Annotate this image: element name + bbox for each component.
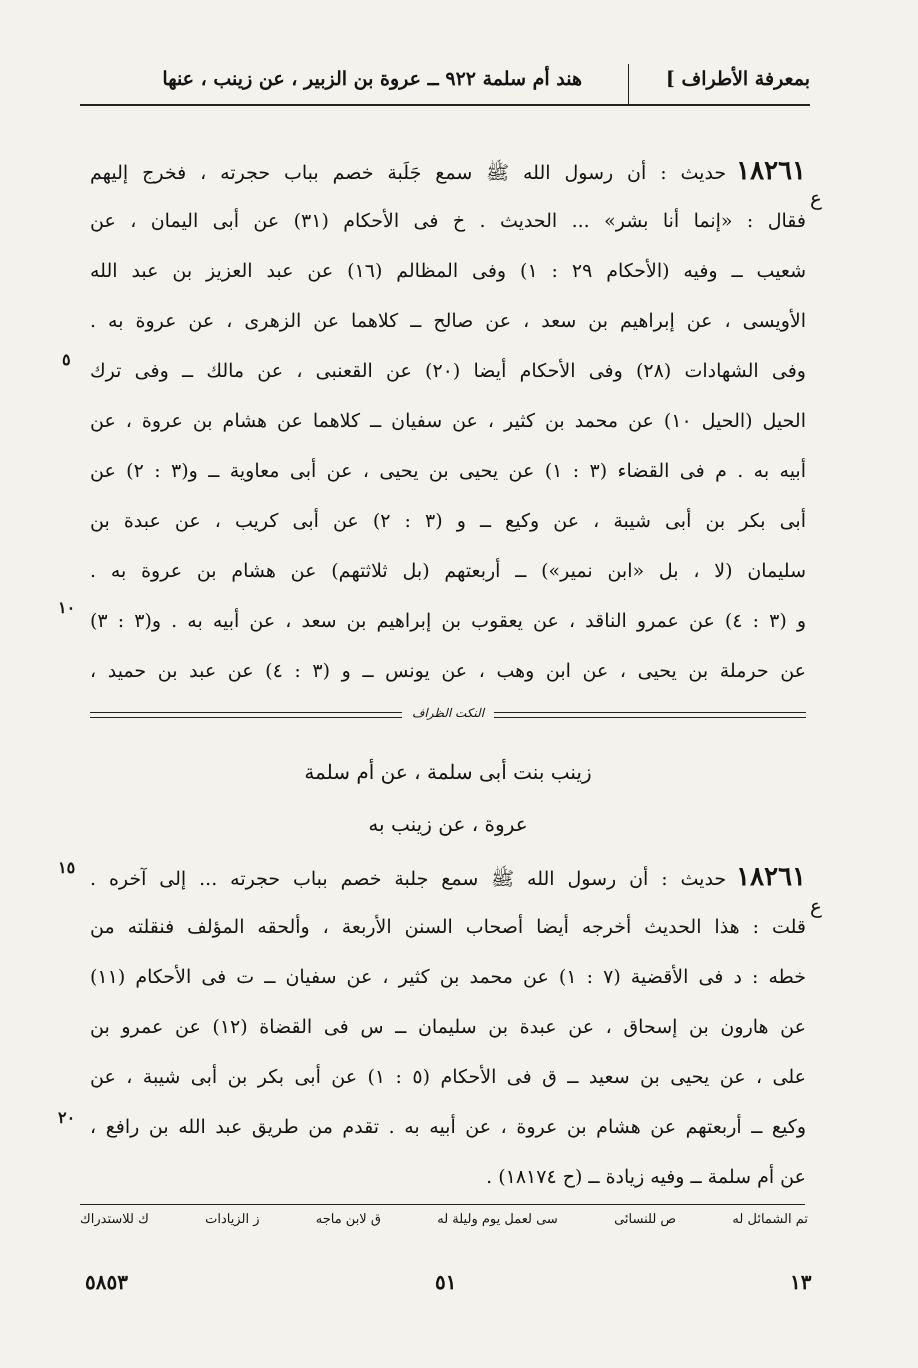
line-number-15: ١٥ (58, 858, 76, 877)
entry-line (90, 496, 806, 546)
hadith-entry-1 (90, 146, 806, 696)
line-text: أبيه به . م فى القضاء (٣ : ١) عن يحيى بن يحيى ، عن أبى معاوية ــ و(٣ : ٢) عن (90, 460, 806, 482)
line-text: خطه : د فى الأقضية (٧ : ١) عن محمد بن كثير ، عن سفيان ــ ت فى الأحكام (١١) (90, 966, 806, 988)
line-text: على ، عن يحيى بن سعيد ــ ق فى الأحكام (٥ : ١) عن أبى بكر بن أبى شيبة ، عن (90, 1066, 806, 1088)
line-text: حديث : أن رسول الله ﷺ سمع جَلَبة خصم بباب حجرته ، فخرج إليهم (90, 162, 727, 184)
entry1-source-marker: ع (810, 186, 822, 210)
entry-line (90, 1002, 806, 1052)
line-text: وكيع ــ أربعتهم عن هشام بن عروة ، عن أبيه به . تقدم من طريق عبد الله بن رافع ، (90, 1116, 806, 1138)
entry-line (90, 646, 806, 696)
separator-label: النكت الظراف (402, 706, 494, 720)
abbrev-item: ك للاستدراك (80, 1212, 149, 1227)
line-number-5: ٥ (62, 350, 71, 369)
line-text: عن هارون بن إسحاق ، عن عبدة بن سليمان ــ س فى القضاة (١٢) عن عمرو بن (90, 1016, 806, 1038)
line-text: الأويسى ، عن إبراهيم بن سعد ، عن صالح ــ كلاهما عن الزهرى ، عن عروة به . (90, 310, 806, 332)
line-text: حديث : أن رسول الله ﷺ سمع جلبة خصم بباب حجرته ... إلى آخره . (90, 868, 727, 890)
serial-number: ٥٨٥٣ (85, 1270, 128, 1294)
subheading-isnad: زينب بنت أبى سلمة ، عن أم سلمة (304, 760, 592, 784)
entry-line (90, 296, 806, 346)
abbrev-item: سى لعمل يوم وليلة له (437, 1212, 558, 1227)
entry-line (90, 546, 806, 596)
line-text: و (٣ : ٤) عن عمرو الناقد ، عن يعقوب بن إبراهيم بن سعد ، عن أبيه به . و(٣ : ٣) (90, 610, 806, 632)
hadith-number: ١٨٢٦١ (736, 862, 806, 892)
header-chain: هند أم سلمة ٩٢٢ ــ عروة بن الزبير ، عن زينب ، عنها (162, 68, 582, 90)
line-text: عن حرملة بن يحيى ، عن ابن وهب ، عن يونس ــ و (٣ : ٤) عن عبد بن حميد ، (90, 660, 806, 682)
entry-line (90, 596, 806, 646)
entry2-source-marker: ع (810, 894, 822, 918)
volume-number: ١٣ (790, 1270, 812, 1294)
entry-line (90, 1152, 806, 1202)
entry-line (90, 952, 806, 1002)
abbrev-item: ص للنسائى (614, 1212, 677, 1227)
hadith-number: ١٨٢٦١ (736, 156, 806, 186)
page-number: ٥١ (435, 1270, 457, 1294)
abbrev-item: ق لابن ماجه (315, 1212, 381, 1227)
line-number-10: ١٠ (58, 598, 76, 617)
entry-line (90, 852, 806, 902)
line-text: شعيب ــ وفيه (الأحكام ٢٩ : ١) وفى المظالم (١٦) عن عبد العزيز بن عبد الله (90, 260, 806, 282)
footnote-rule (80, 1204, 805, 1205)
entry-line (90, 1102, 806, 1152)
line-text: عن أم سلمة ــ وفيه زيادة ــ (ح ١٨١٧٤) . (486, 1166, 806, 1188)
entry-line (90, 346, 806, 396)
header-rule (80, 104, 810, 106)
header-book-title: بمعرفة الأطراف ] (665, 68, 810, 90)
entry-line (90, 446, 806, 496)
entry-line (90, 396, 806, 446)
line-text: الحيل (الحيل ١٠) عن محمد بن كثير ، عن سفيان ــ كلاهما عن هشام بن عروة ، عن (90, 410, 806, 432)
section-separator (90, 706, 806, 724)
abbrev-item: ز الزيادات (205, 1212, 260, 1227)
subheading-chain: عروة ، عن زينب به (368, 812, 528, 836)
running-header (80, 62, 810, 102)
line-text: سليمان (لا ، بل «ابن نمير») ــ أربعتهم (بل ثلاثتهم) عن هشام بن عروة به . (90, 560, 806, 582)
line-text: قلت : هذا الحديث أخرجه أيضا أصحاب السنن الأربعة ، وألحقه المؤلف فنقلته من (90, 916, 806, 938)
line-number-20: ٢٠ (58, 1108, 76, 1127)
header-divider (628, 64, 629, 104)
abbrev-item: تم الشمائل له (732, 1212, 808, 1227)
entry-line (90, 902, 806, 952)
entry-line (90, 146, 806, 196)
hadith-entry-2 (90, 852, 806, 1202)
line-text: أبى بكر بن أبى شيبة ، عن وكيع ــ و (٣ : ٢) عن أبى كريب ، عن عبدة بن (90, 510, 806, 532)
line-text: فقال : «إنما أنا بشر» ... الحديث . خ فى الأحكام (٣١) عن أبى اليمان ، عن (90, 210, 806, 232)
abbreviation-key (80, 1212, 808, 1236)
entry-line (90, 196, 806, 246)
line-text: وفى الشهادات (٢٨) وفى الأحكام أيضا (٢٠) عن القعنبى ، عن مالك ــ وفى ترك (90, 360, 806, 382)
entry-line (90, 1052, 806, 1102)
entry-line (90, 246, 806, 296)
